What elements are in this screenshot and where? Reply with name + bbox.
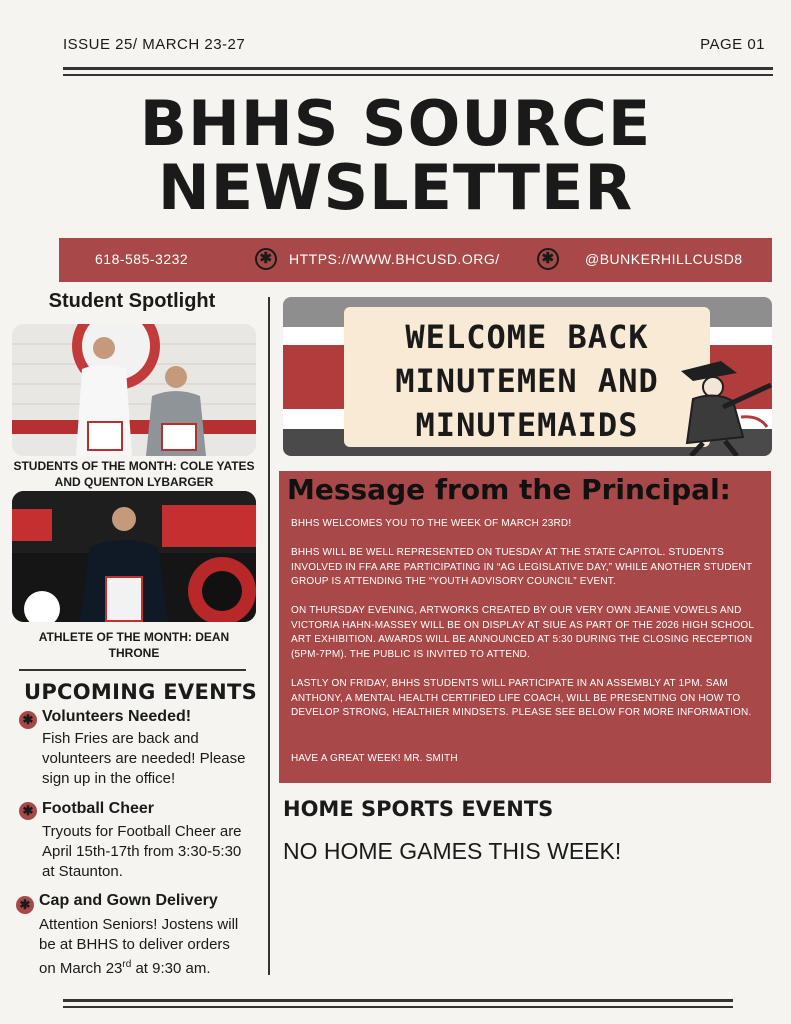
event-body-volunteers: Fish Fries are back and volunteers are needed! Please sign up in the office! bbox=[42, 730, 246, 787]
home-sports-title: HOME SPORTS EVENTS bbox=[283, 797, 554, 821]
minuteman-mascot-icon bbox=[663, 357, 772, 456]
athlete-of-month-photo bbox=[12, 491, 256, 622]
athlete-of-month-caption: ATHLETE OF THE MONTH: DEAN THRONE bbox=[38, 630, 230, 660]
event-body-cap-gown bbox=[39, 915, 239, 979]
top-rule-thin bbox=[63, 74, 773, 76]
phone-number: 618-585-3232 bbox=[95, 251, 189, 267]
banner-line-2: MINUTEMEN AND bbox=[395, 362, 659, 400]
event-body-cap-gown-text: Attention Seniors! Jostens will be at BHHS to deliver orders on March 23 bbox=[39, 916, 239, 977]
page-number: PAGE 01 bbox=[700, 36, 765, 53]
principal-paragraph: LASTLY ON FRIDAY, BHHS STUDENTS WILL PARTICIPATE IN AN ASSEMBLY AT 1PM. SAM ANTHONY, A MENTAL HEALTH CERTIFIED LIFE COACH, WILL BE PRESENTING ON HOW TO DEVELOP STRONG, HEALTHIER MINDSETS. PLEASE SEE BELOW FOR MORE INFORMATION. bbox=[291, 678, 752, 719]
banner-card bbox=[344, 307, 710, 447]
asterisk-icon: ✱ bbox=[19, 802, 37, 820]
asterisk-icon: ✱ bbox=[255, 248, 277, 270]
asterisk-icon: ✱ bbox=[19, 711, 37, 729]
asterisk-icon: ✱ bbox=[537, 248, 559, 270]
principal-paragraph: HAVE A GREAT WEEK! MR. SMITH bbox=[291, 753, 458, 764]
issue-label: ISSUE 25/ MARCH 23-27 bbox=[63, 36, 246, 53]
event-heading-volunteers: Volunteers Needed! bbox=[42, 708, 192, 725]
students-of-month-caption: STUDENTS OF THE MONTH: COLE YATES AND QUENTON LYBARGER bbox=[13, 459, 255, 489]
principal-paragraph: ON THURSDAY EVENING, ARTWORKS CREATED BY OUR VERY OWN JEANIE VOWELS AND VICTORIA HAHN-MASSEY WILL BE ON DISPLAY AT SIUE AS PART OF THE 2026 HIGH SCHOOL ART EXHIBITION. AWARDS WILL BE ANNOUNCED AT 5:30 DURING THE CLOSING RECEPTION (5PM-7PM). THE PUBLIC IS INVITED TO ATTEND. bbox=[291, 605, 754, 660]
website-link[interactable]: HTTPS://WWW.BHCUSD.ORG/ bbox=[289, 251, 500, 267]
upcoming-events-title: UPCOMING EVENTS bbox=[24, 680, 258, 704]
top-rule bbox=[63, 67, 773, 70]
principal-paragraph: BHHS WILL BE WELL REPRESENTED ON TUESDAY AT THE STATE CAPITOL. STUDENTS INVOLVED IN FFA ARE PARTICIPATING IN “AG LEGISLATIVE DAY,” WHILE ANOTHER STUDENT GROUP IS ATTENDING THE “YOUTH ADVISORY COUNCIL” EVENT. bbox=[291, 547, 753, 588]
bottom-rule-thin bbox=[63, 1006, 733, 1008]
title-line-1: BHHS SOURCE bbox=[139, 87, 652, 160]
principal-message-title: Message from the Principal: bbox=[287, 473, 731, 506]
column-divider bbox=[268, 297, 270, 975]
title-line-2: NEWSLETTER bbox=[157, 151, 634, 224]
left-column-rule bbox=[19, 669, 246, 671]
home-sports-text: NO HOME GAMES THIS WEEK! bbox=[283, 838, 622, 864]
welcome-banner bbox=[283, 297, 772, 456]
spotlight-title: Student Spotlight bbox=[48, 290, 216, 312]
principal-paragraph: BHHS WELCOMES YOU TO THE WEEK OF MARCH 23RD! bbox=[291, 518, 572, 529]
contact-bar bbox=[59, 238, 772, 282]
banner-line-1: WELCOME BACK bbox=[405, 318, 649, 356]
event-heading-cap-gown: Cap and Gown Delivery bbox=[39, 892, 218, 909]
event-body-cap-gown-tail: at 9:30 am. bbox=[131, 960, 211, 977]
bottom-rule bbox=[63, 999, 733, 1002]
event-heading-football-cheer: Football Cheer bbox=[42, 800, 155, 817]
event-body-cap-gown-sup: rd bbox=[122, 959, 132, 970]
banner-line-3: MINUTEMAIDS bbox=[415, 406, 639, 444]
event-body-football-cheer: Tryouts for Football Cheer are April 15th-17th from 3:30-5:30 at Staunton. bbox=[42, 823, 242, 880]
principal-message-box bbox=[279, 471, 771, 783]
newsletter-title bbox=[0, 87, 791, 224]
asterisk-icon: ✱ bbox=[16, 896, 34, 914]
students-of-month-photo bbox=[12, 324, 256, 456]
social-handle[interactable]: @BUNKERHILLCUSD8 bbox=[585, 251, 743, 267]
